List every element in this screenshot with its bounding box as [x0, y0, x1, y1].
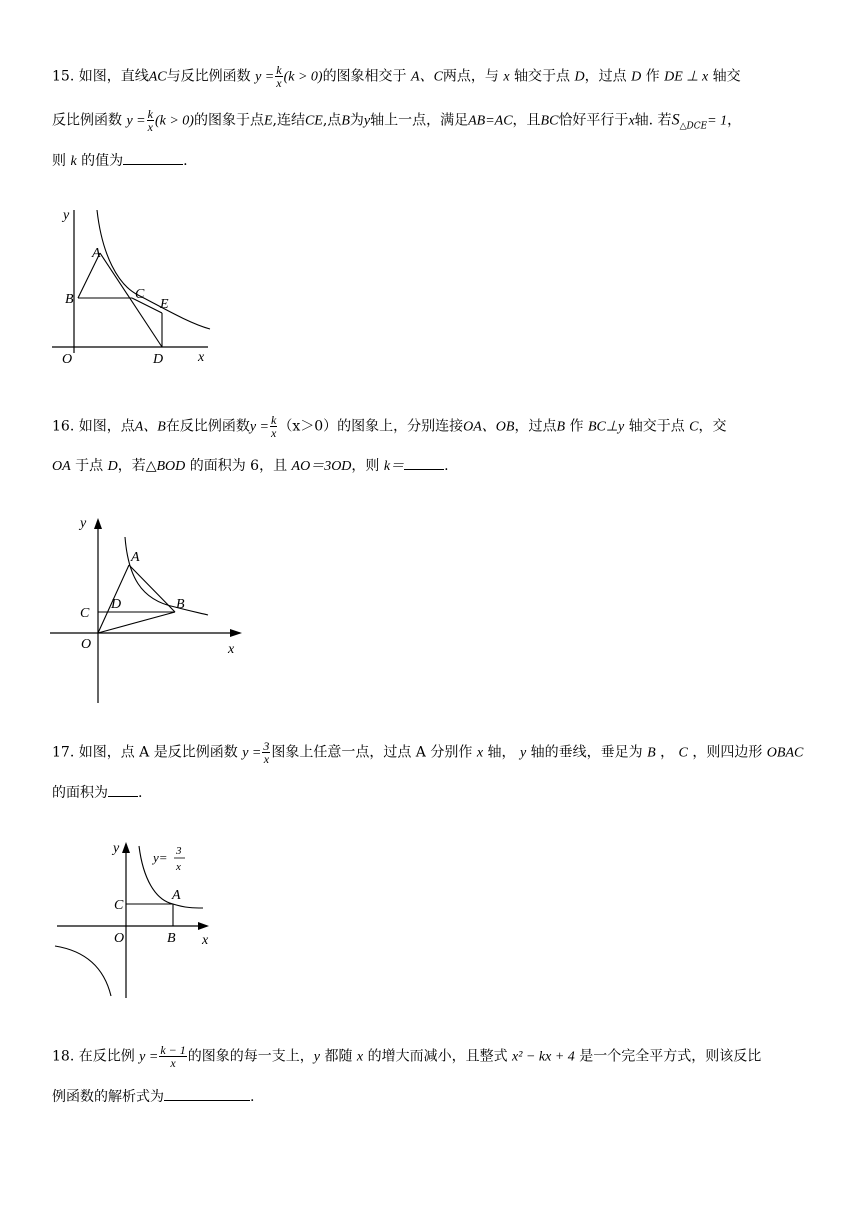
- label-o: O: [62, 352, 73, 367]
- text: 轴交于点: [514, 68, 571, 85]
- text: ，过点: [584, 68, 627, 85]
- math-var: y: [519, 745, 527, 761]
- fraction: [147, 108, 154, 133]
- math-var: k: [70, 154, 77, 169]
- text: 为: [349, 112, 364, 129]
- math-var: B: [556, 419, 566, 435]
- answer-blank[interactable]: [123, 150, 183, 165]
- text: ，过点: [514, 418, 557, 435]
- math-var: y: [313, 1049, 320, 1065]
- figure-16: [50, 515, 250, 705]
- math-cond: (k > 0): [154, 113, 194, 129]
- math-var: BC⊥y: [587, 419, 625, 435]
- problem-number: 16.: [52, 418, 75, 435]
- fraction: [270, 414, 277, 439]
- label-x: x: [198, 350, 205, 365]
- math-var: BOD: [156, 459, 186, 474]
- text: 的面积为: [52, 785, 108, 801]
- math-var: AB=AC: [468, 113, 513, 129]
- problem-number: 18.: [52, 1048, 75, 1065]
- label-b: B: [65, 292, 74, 307]
- text: 轴. 若: [634, 112, 672, 129]
- label-a: A: [172, 888, 181, 903]
- label-b: B: [167, 931, 176, 946]
- text: 的值为: [81, 153, 124, 169]
- label-e: E: [160, 297, 169, 312]
- text: 轴，: [487, 744, 516, 761]
- text: 例函数的解析式为: [52, 1089, 164, 1105]
- x-arrow: [198, 922, 209, 930]
- problem-15-line-2: [52, 108, 741, 136]
- numerator: k − 1: [160, 1043, 186, 1057]
- text: .: [138, 785, 143, 801]
- text: ，则: [351, 458, 380, 474]
- text: 反比例函数: [52, 112, 122, 129]
- label-o: O: [81, 637, 92, 652]
- numerator: 3: [263, 739, 270, 753]
- text: ，: [660, 744, 675, 761]
- text: ，则四边形: [692, 744, 763, 761]
- math-var: S: [671, 111, 680, 129]
- hyperbola-branch-3: [55, 946, 111, 996]
- math-var: A、B: [134, 419, 166, 435]
- math-var: AO＝3OD: [291, 459, 352, 474]
- label-x: x: [202, 933, 209, 948]
- problem-16-line-2: [52, 455, 449, 477]
- math-var: OA: [52, 459, 71, 474]
- math-var: AC: [148, 69, 167, 85]
- math-eq: y =: [242, 745, 262, 761]
- math-var: BC: [540, 113, 559, 129]
- label-c: C: [80, 606, 90, 621]
- problem-17-line-2: [52, 782, 142, 803]
- problem-number: 15.: [52, 68, 75, 85]
- math-var: k＝: [383, 459, 405, 474]
- text: 如图，点: [78, 418, 135, 435]
- math-var: E: [263, 113, 273, 129]
- text: 的增大而减小，且整式: [367, 1048, 508, 1065]
- text: ,连结: [272, 112, 305, 129]
- math-eq: y =: [255, 69, 275, 85]
- text: 的面积为 6，且: [189, 458, 288, 474]
- numerator: k: [271, 413, 277, 427]
- math-var: D: [574, 69, 585, 85]
- math-var: y: [363, 113, 371, 129]
- math-eq: = 1: [707, 113, 728, 129]
- text: 都随: [324, 1048, 353, 1065]
- line-ac: [100, 253, 162, 347]
- y-arrow: [94, 518, 102, 529]
- math-eq: y =: [126, 113, 146, 129]
- text: .: [250, 1089, 255, 1105]
- text: 的图象的每一支上，: [187, 1048, 314, 1065]
- text: 的图象于点: [193, 112, 264, 129]
- math-eq: y =: [139, 1049, 159, 1065]
- denominator: x: [276, 76, 282, 90]
- subscript: △DCE: [679, 121, 708, 132]
- text: 于点: [75, 458, 104, 474]
- text: 如图，点 A 是反比例函数: [78, 744, 238, 761]
- text: 轴交: [712, 68, 741, 85]
- text: 两点，与: [442, 68, 499, 85]
- math-var: B: [647, 745, 656, 761]
- problem-number: 17.: [52, 744, 75, 761]
- text: 是一个完全平方式，则该反比: [579, 1048, 762, 1065]
- math-var: B: [341, 113, 350, 129]
- label-a: A: [92, 246, 101, 261]
- math-poly: x² − kx + 4: [512, 1049, 575, 1065]
- label-a: A: [131, 550, 140, 565]
- fraction: [275, 64, 282, 89]
- label-curve-eq: y=: [153, 850, 168, 865]
- math-var: D: [107, 459, 118, 474]
- denominator: x: [263, 752, 270, 766]
- text: 图象上任意一点，过点 A 分别作: [271, 744, 473, 761]
- text: ，交: [698, 418, 727, 435]
- math-var: A、C: [411, 69, 443, 85]
- text: 与反比例函数: [166, 68, 251, 85]
- text: 在反比例: [78, 1048, 135, 1065]
- math-var: DE ⊥ x: [664, 69, 709, 85]
- label-c: C: [114, 898, 124, 913]
- problem-18-line-2: [52, 1086, 254, 1107]
- label-curve-num: 3: [176, 845, 182, 857]
- math-var: x: [476, 745, 484, 761]
- text: 的图象上，分别连接: [337, 418, 464, 435]
- fraction: [159, 1044, 186, 1069]
- segment-ab: [129, 565, 175, 612]
- text: 作: [645, 68, 660, 85]
- text: .: [183, 153, 188, 169]
- label-y: y: [80, 516, 87, 531]
- segment-ob: [98, 612, 175, 633]
- problem-15-line-3: [52, 150, 188, 172]
- figure-15: [48, 205, 218, 370]
- math-var: C: [678, 745, 688, 761]
- text: 如图，直线: [78, 68, 149, 85]
- text: 作: [569, 418, 584, 435]
- figure-17: [55, 838, 225, 1000]
- math-var: OA、OB: [463, 419, 515, 435]
- math-cond: (k > 0): [283, 69, 323, 85]
- label-b: B: [176, 597, 185, 612]
- text: 轴的垂线，垂足为: [530, 744, 643, 761]
- math-var: D: [631, 69, 642, 85]
- problem-17-line-1: [52, 740, 803, 765]
- text: ，若△: [117, 458, 157, 474]
- label-c: C: [135, 287, 145, 302]
- math-var: x: [503, 69, 510, 85]
- math-var: CE: [304, 113, 323, 129]
- numerator: k: [147, 107, 153, 121]
- text: 的图象相交于: [322, 68, 407, 85]
- text: ,点: [322, 112, 342, 129]
- label-curve-den: x: [176, 861, 181, 873]
- math-eq: y =: [249, 419, 269, 435]
- hyperbola-branch-1: [139, 846, 203, 908]
- label-d: D: [153, 352, 164, 367]
- label-d: D: [111, 597, 122, 612]
- problem-16-line-1: [52, 414, 727, 439]
- label-y: y: [63, 208, 70, 223]
- math-var: x: [628, 113, 635, 129]
- text: .: [444, 458, 449, 474]
- text: ，且: [512, 112, 541, 129]
- problem-18-line-1: [52, 1044, 761, 1069]
- math-var: OBAC: [766, 745, 804, 761]
- fraction: [262, 740, 270, 765]
- math-var: C: [689, 419, 699, 435]
- text: 则: [52, 153, 66, 169]
- text: 在反比例函数: [165, 418, 250, 435]
- denominator: x: [170, 1056, 176, 1070]
- text: 轴上一点，满足: [370, 112, 469, 129]
- problem-15-line-1: [52, 64, 741, 89]
- label-o: O: [114, 931, 125, 946]
- math-var: x: [356, 1049, 364, 1065]
- label-x: x: [228, 642, 235, 657]
- answer-blank[interactable]: [404, 455, 444, 470]
- answer-blank[interactable]: [108, 782, 138, 797]
- math-cond: （x＞0）: [278, 418, 338, 435]
- x-arrow: [230, 629, 242, 637]
- denominator: x: [271, 426, 277, 440]
- text: 恰好平行于: [558, 112, 629, 129]
- text: 轴交于点: [628, 418, 685, 435]
- y-arrow: [122, 842, 130, 853]
- numerator: k: [276, 63, 282, 77]
- denominator: x: [147, 120, 153, 134]
- text: ，: [727, 112, 742, 129]
- label-y: y: [113, 841, 120, 856]
- hyperbola-curve: [97, 210, 210, 329]
- answer-blank[interactable]: [164, 1086, 250, 1101]
